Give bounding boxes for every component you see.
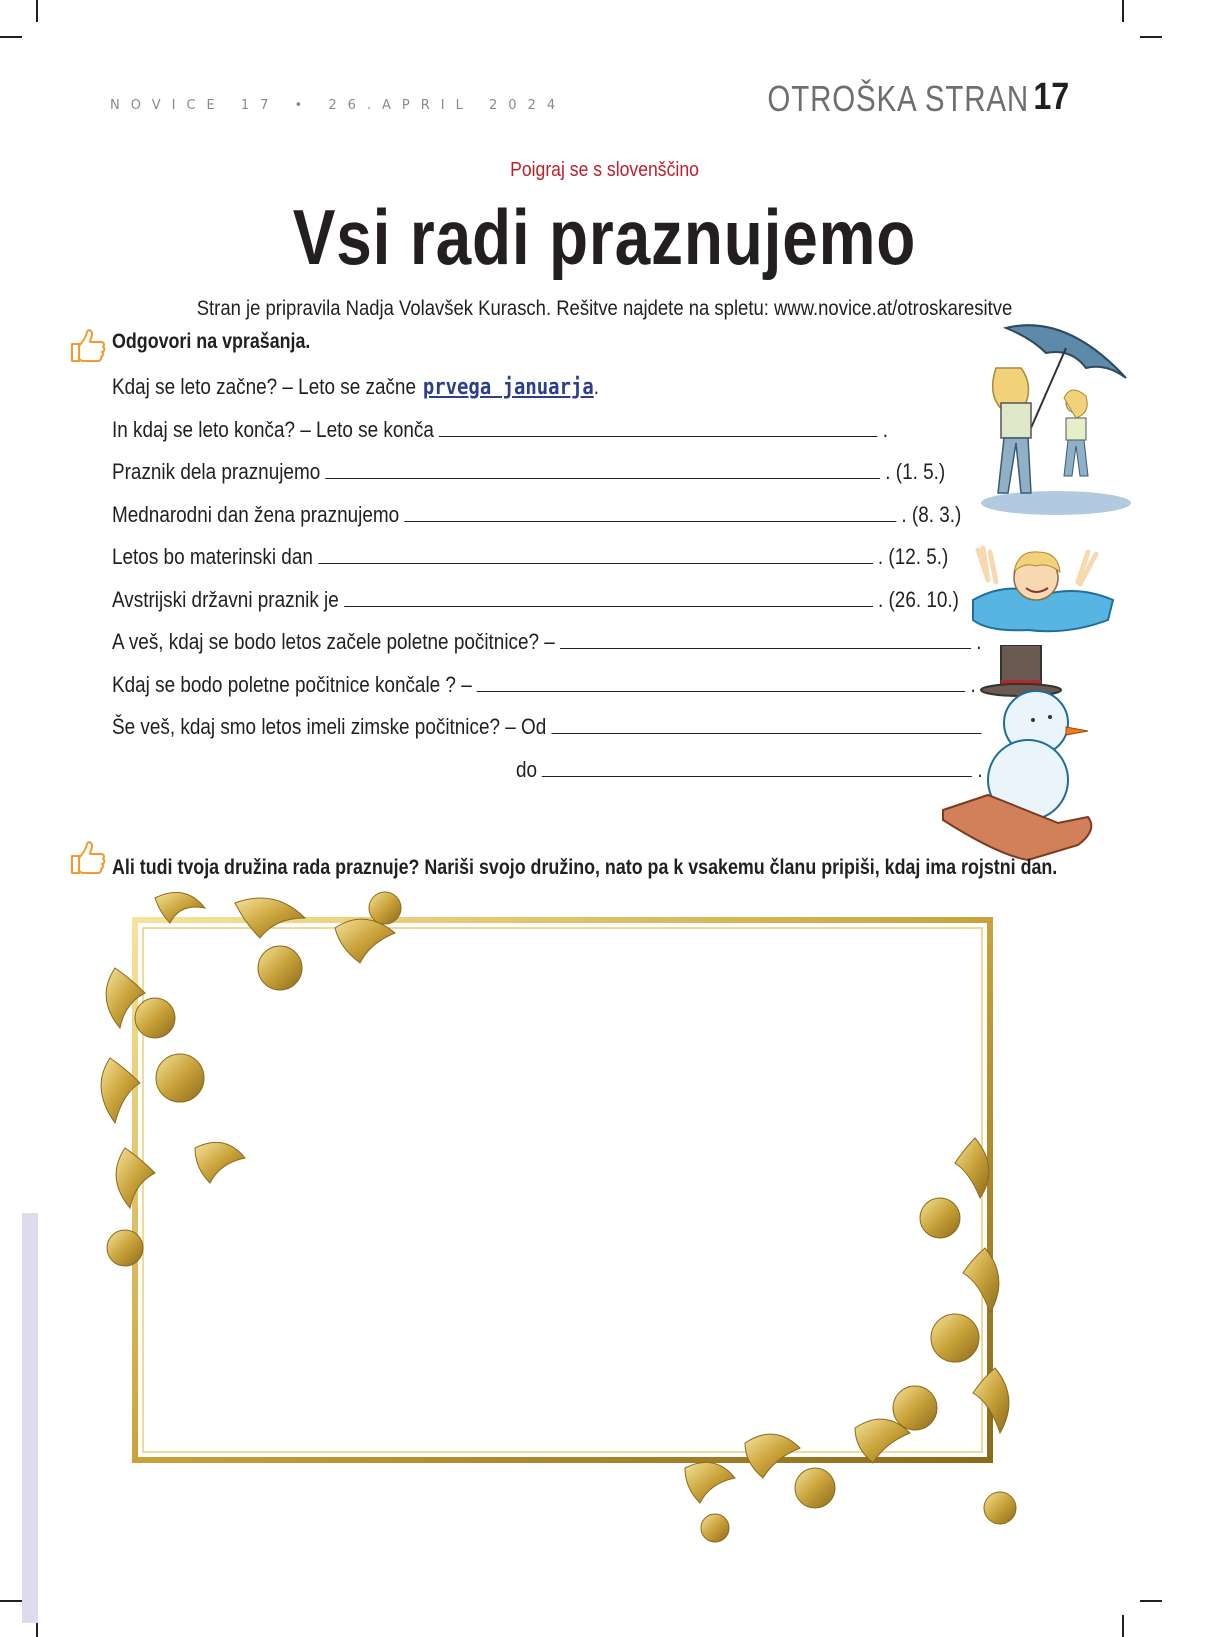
answer-line[interactable] [439,418,878,437]
question-text: Praznik dela praznujemo [112,459,321,484]
crop-mark [36,0,38,22]
answer-line[interactable] [344,588,873,607]
answer-line[interactable] [325,460,880,479]
snowman-sled-illustration [938,645,1108,870]
question-end: . (12. 5.) [877,544,949,569]
task1-instruction: Odgovori na vprašanja. [112,330,311,353]
crop-mark [1140,36,1162,38]
ornament-top-left [101,892,401,1266]
page-title: Vsi radi praznujemo [292,193,917,281]
question-end: . (26. 10.) [877,587,959,612]
question-end: . [593,374,600,399]
crop-mark [0,36,22,38]
question-end: . [977,757,983,782]
question-10 [516,757,983,783]
drawing-frame[interactable] [95,888,1035,1548]
crop-mark [0,1600,22,1602]
question-text: A veš, kdaj se bodo letos začele poletne počitnice? – [112,629,555,654]
issue-line: NOVICE 17 • 26.APRIL 2024 [110,98,567,113]
question-2 [112,417,888,443]
question-text: In kdaj se leto konča? – Leto se konča [112,417,434,442]
question-9 [112,714,987,740]
swimming-boy-illustration [968,540,1118,640]
question-6 [112,587,959,613]
question-text: Še veš, kdaj smo letos imeli zimske počitnice? – Od [112,714,547,739]
question-text: Letos bo materinski dan [112,544,313,569]
question-text: Kdaj se leto začne? – Leto se začne [112,374,416,399]
section-label: OTROŠKA STRAN [767,78,1029,119]
answer-handwritten: prvega januarja [422,375,594,400]
crop-mark [1140,1600,1162,1602]
question-text: Avstrijski državni praznik je [112,587,339,612]
question-end: . [970,672,976,697]
thumbs-up-icon [68,840,108,876]
answer-line[interactable] [560,630,971,649]
question-4 [112,502,961,528]
question-8 [112,672,976,698]
ornament-bottom-right [685,1138,1016,1542]
crop-mark [1122,0,1124,22]
task2-instruction: Ali tudi tvoja družina rada praznuje? Nariši svojo družino, nato pa k vsakemu članu pripiši, kdaj ima rojstni dan. [112,856,1058,879]
section-title [767,78,1029,120]
question-text: do [516,757,538,782]
question-text: Mednarodni dan žena praznujemo [112,502,400,527]
question-5 [112,544,948,570]
question-1 [112,374,599,400]
thumbs-up-icon [68,328,108,364]
answer-line[interactable] [404,503,896,522]
answer-line[interactable] [318,545,873,564]
umbrella-illustration [976,318,1146,518]
credit-line: Stran je pripravila Nadja Volavšek Kurasch. Rešitve najdete na spletu: www.novice.at/otroskaresitve [196,297,1013,320]
kicker: Poigraj se s slovenščino [510,159,699,181]
question-text: Kdaj se bodo poletne počitnice končale ? – [112,672,472,697]
question-end: . [882,417,889,442]
question-3 [112,459,945,485]
answer-line[interactable] [477,673,965,692]
answer-line[interactable] [551,715,981,734]
question-7 [112,629,981,655]
question-end: . (1. 5.) [885,459,946,484]
question-end: . [976,629,982,654]
answer-line[interactable] [542,758,972,777]
question-end: . (8. 3.) [901,502,962,527]
margin-bar [22,1213,38,1623]
page-number: 17 [1033,76,1069,118]
crop-mark [1122,1615,1124,1637]
